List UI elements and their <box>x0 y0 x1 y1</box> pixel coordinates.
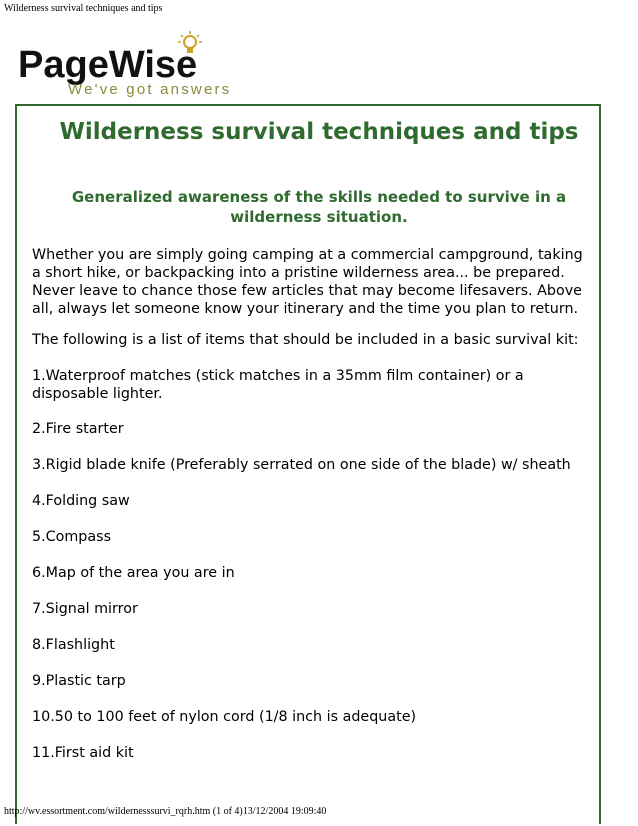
list-item: 10.50 to 100 feet of nylon cord (1/8 inch is adequate) <box>32 709 417 725</box>
list-item: 7.Signal mirror <box>32 601 138 617</box>
article-title: Wilderness survival techniques and tips <box>59 119 579 145</box>
list-intro: The following is a list of items that should be included in a basic survival kit: <box>32 332 579 348</box>
print-header: Wilderness survival techniques and tips <box>4 3 163 14</box>
list-item: 5.Compass <box>32 529 112 545</box>
article-subtitle: Generalized awareness of the skills needed to survive in a wilderness situation. <box>71 188 567 226</box>
list-item: 2.Fire starter <box>32 421 124 437</box>
logo-wordmark: PageWise <box>18 44 198 86</box>
list-item: 8.Flashlight <box>32 637 115 653</box>
intro-paragraph: Whether you are simply going camping at a commercial campground, taking a short hike, or backpacking into a pristine wilderness area... be prepared. Never leave to chance those few articles that may become lifesavers. Above all, always let someone know your itinerary and the time you plan to return. <box>32 247 583 317</box>
list-item: 3.Rigid blade knife (Preferably serrated on one side of the blade) w/ sheath <box>32 457 571 473</box>
list-item: 9.Plastic tarp <box>32 673 126 689</box>
list-item: 4.Folding saw <box>32 493 130 509</box>
list-item: 11.First aid kit <box>32 745 134 761</box>
logo-tagline: We've got answers <box>68 81 232 98</box>
list-item: 6.Map of the area you are in <box>32 565 235 581</box>
pagewise-logo[interactable] <box>18 30 258 100</box>
print-footer-url: http://wv.essortment.com/wildernesssurvi_rqrh.htm (1 of 4)13/12/2004 19:09:40 <box>4 806 327 817</box>
list-item: 1.Waterproof matches (stick matches in a 35mm film container) or a disposable lighter. <box>32 368 524 402</box>
